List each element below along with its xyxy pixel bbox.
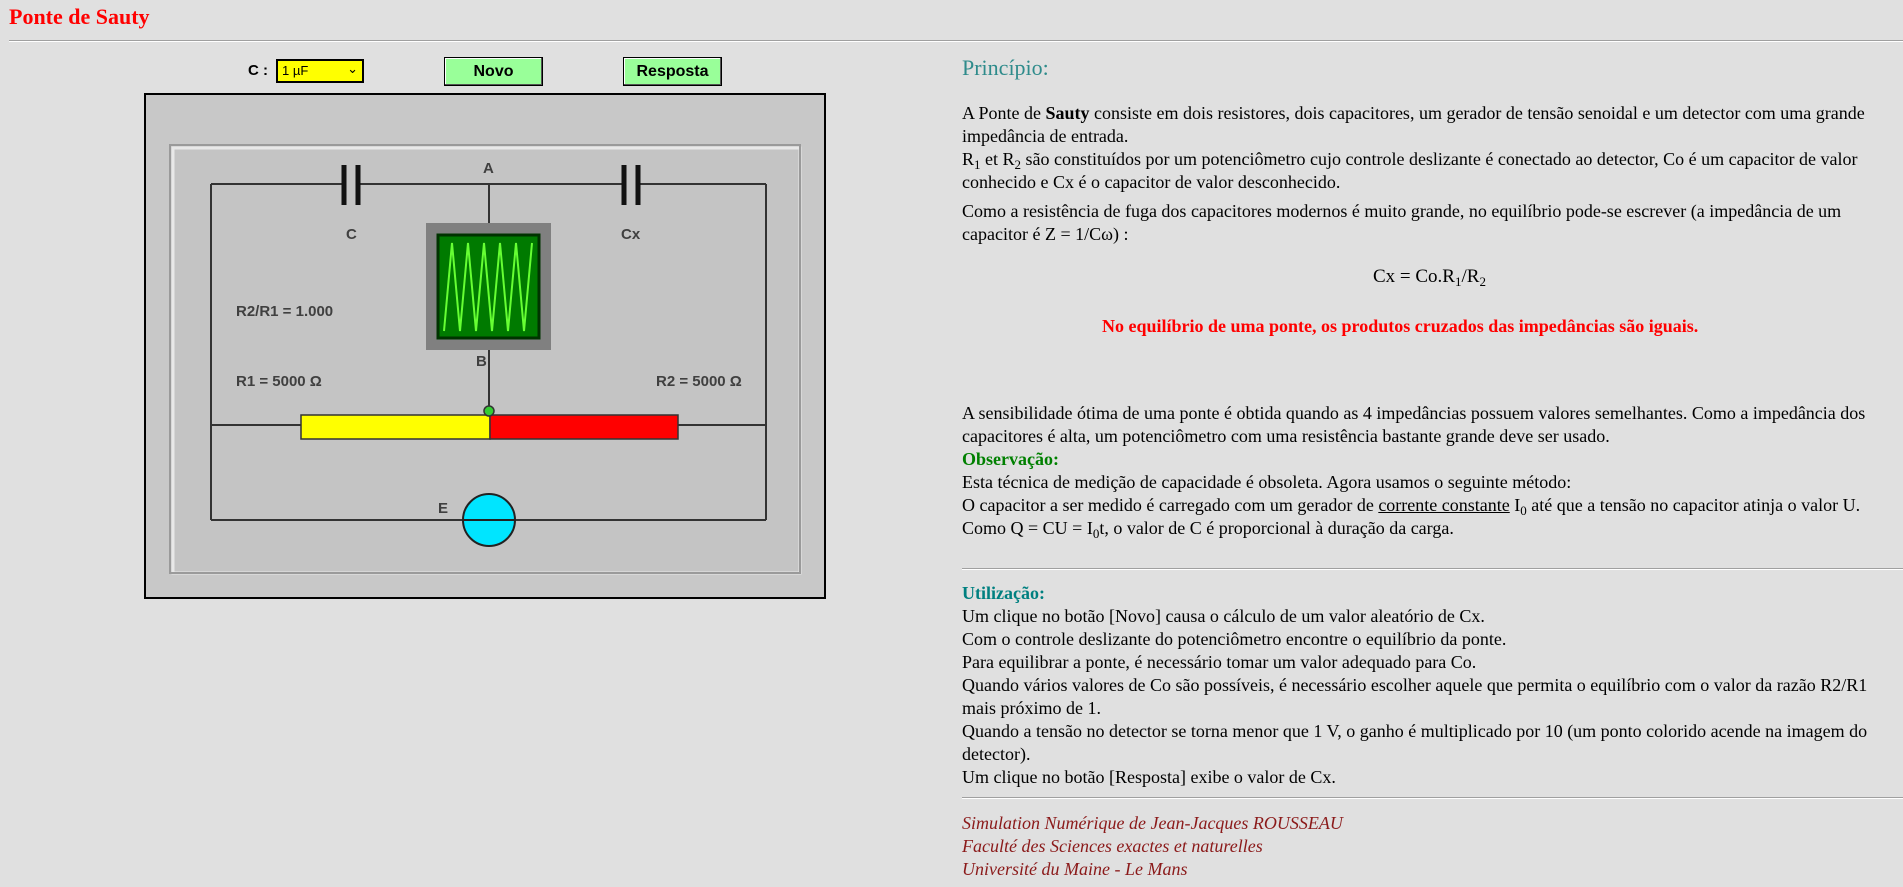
credits-line: Faculté des Sciences exactes et naturelles [962, 836, 1263, 856]
bridge-simulation-canvas[interactable] [144, 93, 826, 599]
subscript: 0 [1092, 526, 1100, 541]
credits [962, 812, 1343, 881]
subscript: 2 [1479, 274, 1486, 289]
observation-line-2 [962, 494, 1894, 540]
ratio-readout: R2/R1 = 1.000 [236, 303, 334, 320]
text-span: são constituídos por um potenciômetro cujo controle deslizante é conectado ao detector, Co é um capacitor de valor conhecido e Cx é o capacitor de valor desconhecido. [962, 149, 1858, 192]
text-span: /R [1461, 266, 1480, 287]
resposta-button[interactable]: Resposta [623, 57, 722, 86]
node-a-label: A [483, 160, 494, 177]
chevron-down-icon: ⌄ [347, 61, 358, 76]
text-span: A Ponte de [962, 103, 1046, 123]
credits-divider [962, 797, 1903, 799]
detector-oscilloscope [426, 223, 551, 350]
subscript: 0 [1520, 503, 1527, 518]
generator-symbol [463, 494, 515, 546]
text-span: até que a tensão no capacitor atinja o valor U. Como Q = CU = I [962, 495, 1861, 538]
r2-resistor-bar [490, 415, 678, 439]
slider-handle [484, 406, 494, 416]
capacitor-select[interactable] [277, 60, 363, 82]
usage-line: Para equilibrar a ponte, é necessário tomar um valor adequado para Co. [962, 652, 1477, 672]
text-span: O capacitor a ser medido é carregado com um gerador de [962, 495, 1379, 515]
credits-line: Université du Maine - Le Mans [962, 859, 1188, 879]
usage-line: Quando a tensão no detector se torna menor que 1 V, o ganho é multiplicado por 10 (um ponto colorido acende na imagem do detector). [962, 721, 1868, 764]
capacitor-select-label: C : [248, 62, 268, 79]
observation-title: Observação: [962, 449, 1059, 469]
capacitor-c-label: C [346, 226, 357, 243]
page-title: Ponte de Sauty [9, 4, 150, 29]
top-divider [9, 40, 1903, 42]
text-span: consiste em dois resistores, dois capacitores, um gerador de tensão senoidal e um detector com uma grande impedância de entrada. [962, 103, 1865, 146]
subscript: 1 [1454, 274, 1462, 289]
sensitivity-paragraph: A sensibilidade ótima de uma ponte é obtida quando as 4 impedâncias possuem valores semelhantes. Como a impedância dos capacitores é alta, um potenciômetro com uma resistência bastante grande deve ser usado. [962, 403, 1866, 446]
underlined-text: corrente constante [1378, 495, 1510, 515]
bridge-circuit-diagram [146, 95, 824, 597]
principle-heading: Princípio: [962, 55, 1049, 80]
text-span: Cx = Co.R [1373, 266, 1455, 287]
credits-line: Simulation Numérique de Jean-Jacques ROUSSEAU [962, 813, 1343, 833]
novo-button[interactable]: Novo [444, 57, 543, 86]
principle-paragraph-2 [962, 148, 1894, 194]
r1-resistor-bar [301, 415, 490, 439]
subscript: 2 [1014, 157, 1022, 172]
generator-label: E [438, 500, 449, 517]
usage-line: Um clique no botão [Novo] causa o cálculo de um valor aleatório de Cx. [962, 606, 1485, 626]
observation-line-1: Esta técnica de medição de capacidade é obsoleta. Agora usamos o seguinte método: [962, 472, 1572, 492]
usage-line: Com o controle deslizante do potenciômetro encontre o equilíbrio da ponte. [962, 629, 1507, 649]
capacitor-cx-label: Cx [621, 226, 641, 243]
capacitor-select-value: 1 µF [282, 63, 309, 78]
text-span: I [1509, 495, 1521, 515]
observation-heading [962, 448, 1894, 471]
usage-line: Um clique no botão [Resposta] exibe o valor de Cx. [962, 767, 1336, 787]
subscript: 1 [974, 157, 981, 172]
text-span: et R [980, 149, 1015, 169]
text-span: R [962, 149, 975, 169]
principle-paragraph-1 [962, 102, 1894, 148]
sauty-bold: Sauty [1045, 103, 1090, 123]
section-divider [962, 568, 1903, 570]
usage-title: Utilização: [962, 583, 1045, 603]
balance-note: No equilíbrio de uma ponte, os produtos cruzados das impedâncias são iguais. [1102, 316, 1699, 336]
r1-readout: R1 = 5000 Ω [236, 373, 322, 390]
node-b-label: B [476, 353, 487, 370]
usage-heading [962, 582, 1894, 605]
balance-formula [1373, 266, 1486, 288]
principle-paragraph-3: Como a resistência de fuga dos capacitores modernos é muito grande, no equilíbrio pode-se escrever (a impedância de um capacitor é Z = 1/Cω) : [962, 201, 1842, 244]
r2-readout: R2 = 5000 Ω [656, 373, 742, 390]
text-span: t, o valor de C é proporcional à duração da carga. [1099, 518, 1454, 538]
usage-line: Quando vários valores de Co são possíveis, é necessário escolher aquele que permita o equilíbrio com o valor da razão R2/R1 mais próximo de 1. [962, 675, 1868, 718]
